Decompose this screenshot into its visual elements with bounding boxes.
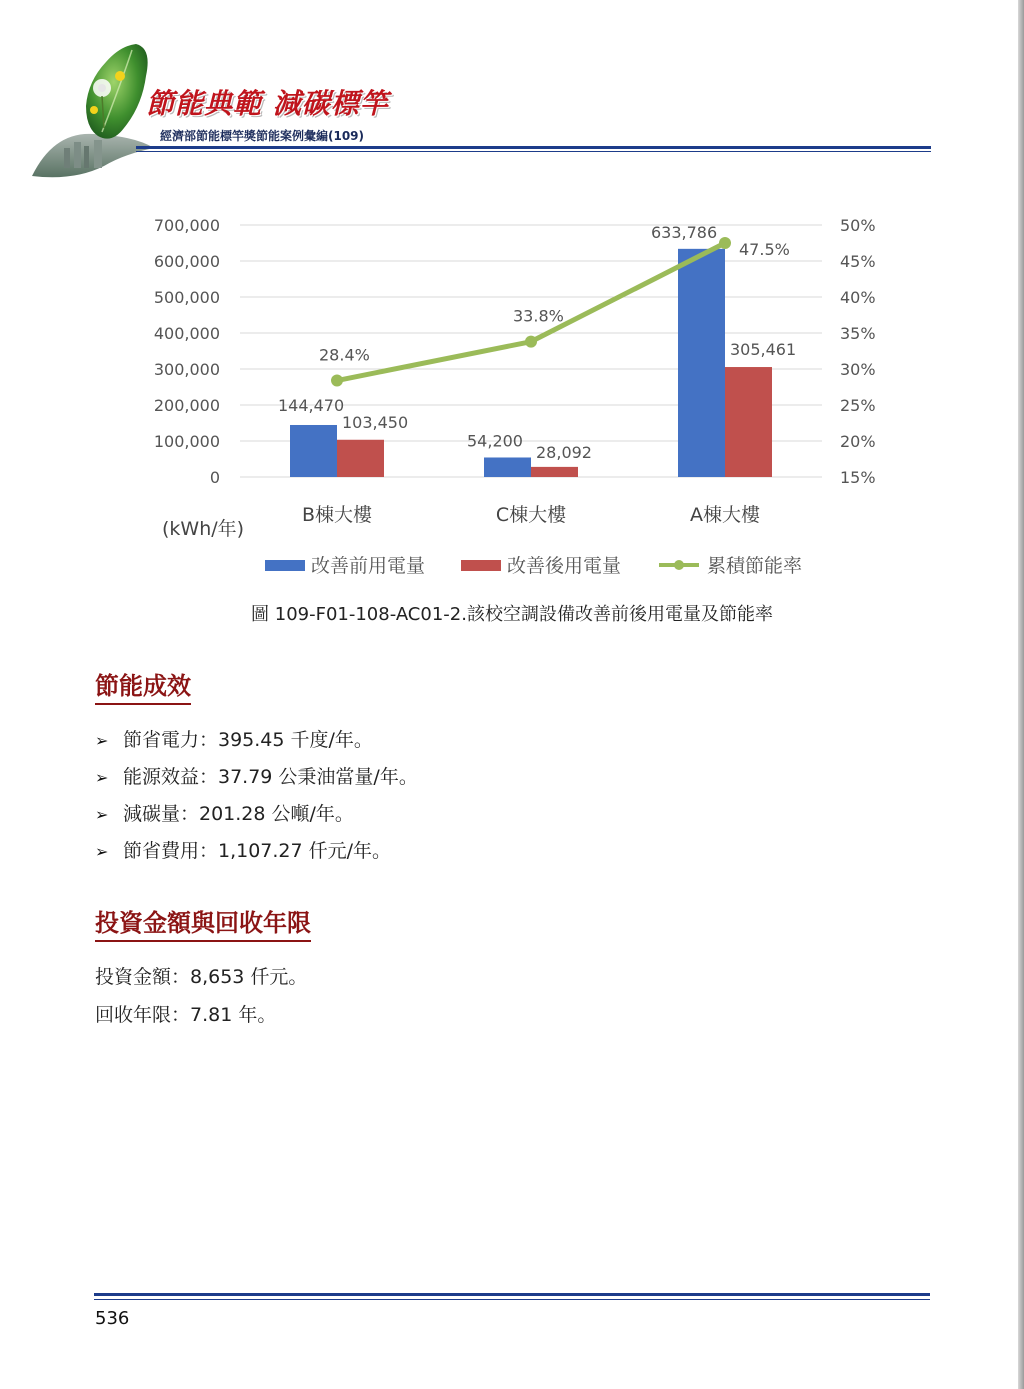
payback-period: 回收年限：7.81 年。 <box>95 1004 277 1026</box>
y2-tick-label: 30% <box>840 360 876 379</box>
header-rule <box>136 146 931 152</box>
y2-tick-label: 40% <box>840 288 876 307</box>
energy-chart-svg <box>140 205 880 595</box>
legend-label: 累積節能率 <box>707 555 803 577</box>
y-tick-label: 600,000 <box>153 252 220 271</box>
y-tick-label: 100,000 <box>153 432 220 451</box>
x-tick-label: B棟大樓 <box>301 504 373 526</box>
energy-chart <box>140 205 880 595</box>
y2-tick-label: 50% <box>840 216 876 235</box>
y-tick-label: 500,000 <box>153 288 220 307</box>
bar-data-label: 28,092 <box>536 442 592 462</box>
legend-label: 改善後用電量 <box>507 555 622 577</box>
brand-title: 節能典範 減碳標竿 <box>146 87 389 120</box>
investment-amount: 投資金額：8,653 仟元。 <box>95 966 308 988</box>
y2-tick-label: 35% <box>840 324 876 343</box>
bar-after <box>531 467 578 477</box>
page-header <box>24 36 934 186</box>
brand-subtitle: 經濟部節能標竿獎節能案例彙編(109) <box>160 129 365 143</box>
x-tick-label: C棟大樓 <box>495 504 567 526</box>
y2-tick-label: 20% <box>840 432 876 451</box>
page-number: 536 <box>95 1308 130 1329</box>
y-tick-label: 300,000 <box>153 360 220 379</box>
list-item <box>95 762 418 799</box>
line-data-label: 28.4% <box>319 345 370 365</box>
bar-data-label: 144,470 <box>278 395 345 415</box>
arrow-bullet-icon: ➢ <box>95 731 109 750</box>
arrow-bullet-icon: ➢ <box>95 768 109 787</box>
arrow-bullet-icon: ➢ <box>95 842 109 861</box>
y-tick-label: 200,000 <box>153 396 220 415</box>
list-item <box>95 725 418 762</box>
figure-caption: 圖 109-F01-108-AC01-2.該校空調設備改善前後用電量及節能率 <box>251 604 773 625</box>
y2-tick-label: 25% <box>840 396 876 415</box>
line-data-label: 47.5% <box>739 240 790 259</box>
investment-lines <box>95 962 307 1038</box>
footer-rule <box>94 1293 930 1300</box>
y2-tick-label: 15% <box>840 468 876 487</box>
list-item-text: 節省費用：1,107.27 仟元/年。 <box>123 840 392 862</box>
list-item <box>95 799 418 836</box>
bar-before <box>484 457 531 477</box>
bar-data-label: 633,786 <box>651 222 718 242</box>
y-axis-label: (kWh/年) <box>162 518 245 540</box>
bar-data-label: 103,450 <box>342 412 409 432</box>
list-item-text: 減碳量：201.28 公噸/年。 <box>123 803 354 825</box>
section-title-investment: 投資金額與回收年限 <box>95 903 311 942</box>
y-tick-label: 400,000 <box>153 324 220 343</box>
list-item <box>95 836 418 873</box>
savings-rate-point <box>525 336 537 348</box>
arrow-bullet-icon: ➢ <box>95 805 109 824</box>
legend-point-swatch <box>674 560 684 570</box>
list-item-text: 能源效益：37.79 公秉油當量/年。 <box>123 766 418 788</box>
legend-bar-swatch <box>461 560 501 571</box>
y-tick-label: 0 <box>209 468 220 487</box>
savings-rate-point <box>719 237 731 249</box>
y-tick-label: 700,000 <box>153 216 220 235</box>
legend-bar-swatch <box>265 560 305 571</box>
legend-label: 改善前用電量 <box>311 555 426 577</box>
x-tick-label: A棟大樓 <box>690 504 760 526</box>
bar-after <box>725 367 772 477</box>
section-title-energy-results: 節能成效 <box>95 666 191 705</box>
line-data-label: 33.8% <box>513 306 564 326</box>
energy-results-list <box>95 725 418 873</box>
y2-tick-label: 45% <box>840 252 876 271</box>
bar-after <box>337 440 384 477</box>
bar-before <box>678 249 725 477</box>
bar-data-label: 305,461 <box>730 340 797 360</box>
list-item-text: 節省電力：395.45 千度/年。 <box>123 729 373 751</box>
bar-before <box>290 425 337 477</box>
bar-data-label: 54,200 <box>467 431 523 451</box>
savings-rate-point <box>331 375 343 387</box>
page-edge-shadow <box>1018 0 1024 1389</box>
